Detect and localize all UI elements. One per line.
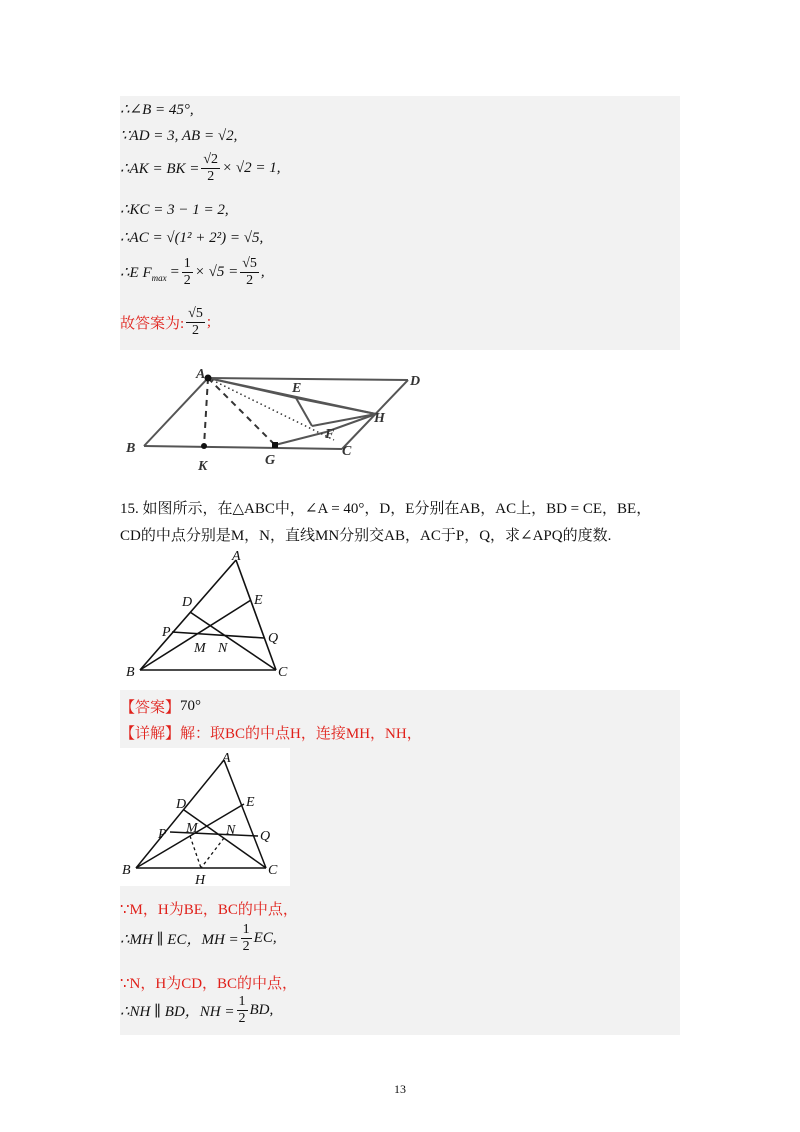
label-B: B: [122, 863, 131, 878]
label-P: P: [162, 625, 171, 640]
segment-MH-dashed: [190, 836, 201, 868]
label-F: F: [325, 427, 335, 442]
label-E: E: [246, 795, 255, 810]
solution-15-line-4: ∴NH ∥ BD，NH = $\frac{1}{2}$ BD,: [120, 994, 274, 1026]
segment-AC-dotted: [208, 378, 334, 440]
label-N: N: [218, 641, 228, 656]
segment-NH-dashed: [201, 838, 224, 868]
segment-AK-dashed: [204, 378, 208, 446]
solution-line-3: ∴AK = BK = $\frac{√2}{2}$ × √2 = 1,: [120, 152, 281, 184]
segment-AC: [224, 760, 266, 868]
segment-BE: [140, 600, 251, 670]
solution-line-2: ∵AD = 3, AB = √2,: [120, 128, 238, 144]
solution-15-line-3: ∵N，H为CD，BC的中点，: [120, 976, 298, 992]
point-K: [201, 443, 207, 449]
parallelogram-diagram: [120, 350, 432, 485]
question-15-line-1: 15. 如图所示，在△ABC中，∠A = 40°，D，E分别在AB，AC上，BD = CE，BE，: [120, 501, 652, 517]
label-D: D: [176, 797, 187, 812]
label-D: D: [410, 374, 421, 389]
segment-AC: [236, 560, 279, 670]
segment-AG-dashed: [208, 378, 275, 445]
solution-15-line-2: ∴MH ∥ EC，MH = $\frac{1}{2}$ EC,: [120, 922, 277, 954]
triangle-diagram-question: [120, 548, 300, 680]
segment-FG: [275, 432, 326, 445]
solution-15-line-1: ∵M，H为BE，BC的中点，: [120, 902, 298, 918]
page-number: 13: [394, 1082, 406, 1096]
label-D: D: [182, 595, 193, 610]
label-M: M: [186, 821, 198, 836]
label-C: C: [342, 444, 352, 459]
label-A: A: [222, 751, 231, 766]
label-G: G: [265, 453, 276, 468]
label-A: A: [232, 549, 241, 564]
question-15-line-2: CD的中点分别是M，N，直线MN分别交AB，AC于P，Q，求∠APQ的度数.: [120, 528, 612, 544]
solution-block-15: [120, 690, 680, 1035]
point-A: [205, 375, 212, 382]
solution-line-1: ∴∠B = 45°,: [120, 102, 194, 118]
label-H: H: [374, 411, 385, 426]
figure-triangle-solution: [120, 748, 290, 886]
label-A: A: [196, 367, 206, 382]
solution-line-6: ∴E F $_{max}$ = $\frac{1}{2}$ × √5 = $\frac{√5}{2}$ ,: [120, 256, 265, 288]
segment-PQ: [170, 832, 258, 836]
label-E: E: [292, 381, 302, 396]
answer-line-top: 故答案为: $\frac{√5}{2}$ ;: [120, 306, 212, 338]
label-B: B: [126, 665, 135, 680]
figure-triangle-question: [120, 548, 300, 680]
label-H: H: [195, 873, 206, 886]
label-N: N: [226, 823, 236, 838]
answer-line-15: 【答案】 70°: [120, 698, 202, 716]
segment-BC: [144, 446, 342, 449]
label-P: P: [158, 827, 167, 842]
label-E: E: [254, 593, 263, 608]
label-M: M: [194, 641, 206, 656]
segment-AB: [144, 378, 208, 446]
label-B: B: [126, 441, 136, 456]
segment-AD: [208, 378, 408, 380]
segment-AB: [136, 760, 224, 868]
label-K: K: [198, 459, 208, 474]
label-Q: Q: [260, 829, 271, 844]
label-C: C: [278, 665, 288, 680]
solution-line-4: ∴KC = 3 − 1 = 2,: [120, 202, 229, 218]
solution-line-5: ∴AC = √(1² + 2²) = √5,: [120, 230, 264, 246]
figure-parallelogram: [120, 350, 432, 485]
segment-CD: [184, 810, 266, 868]
triangle-diagram-solution: [120, 748, 290, 886]
detail-line-15: 【详解】 解：取BC的中点H，连接MH，NH，: [120, 726, 422, 742]
segment-PQ: [172, 632, 264, 638]
label-C: C: [268, 863, 278, 878]
solution-block-top: [120, 96, 680, 350]
point-G: [272, 442, 278, 448]
label-Q: Q: [268, 631, 279, 646]
